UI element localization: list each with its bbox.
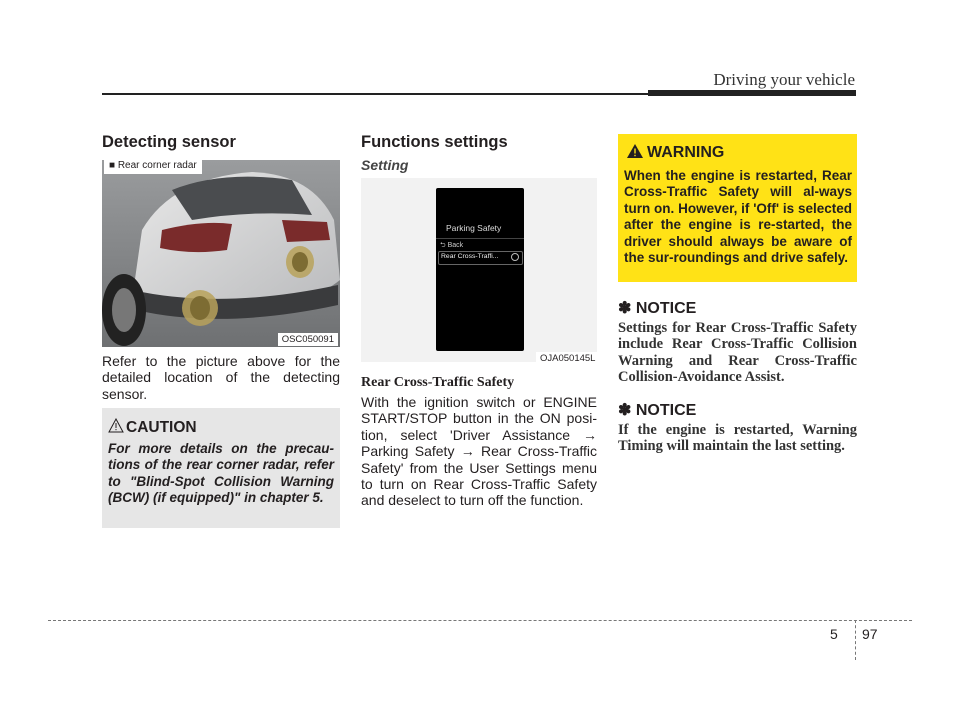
detecting-sensor-text: Refer to the picture above for the detailed location of the detecting sensor.	[102, 353, 340, 402]
notice-heading-1: ✽ NOTICE	[618, 300, 697, 317]
screen-title: Parking Safety	[446, 223, 502, 233]
caution-heading: CAUTION	[126, 419, 197, 436]
warning-triangle-icon	[626, 143, 644, 164]
back-arrow-icon: ⮌	[440, 242, 446, 249]
toggle-icon	[511, 253, 519, 261]
running-header: Driving your vehicle	[713, 70, 855, 89]
chapter-number: 5	[830, 626, 838, 642]
infotainment-screen	[436, 188, 524, 351]
notice-heading-2: ✽ NOTICE	[618, 402, 697, 419]
notice-text-1: Settings for Rear Cross-Traffic Safety include Rear Cross-Traffic Collision Warning and Rear Cross-Traffic Collision-Avoidance Assist.	[618, 320, 857, 386]
warning-text: When the engine is restarted, Rear Cross-Traffic Safety will al-ways turn on. However, if 'Off' is selected after the engine is re-started, the driver should always be aware of the sur-roundings and drive safely.	[624, 168, 852, 266]
screen-menu-item: Rear Cross-Traffi...	[441, 253, 499, 260]
rear-corner-radar-illustration	[102, 160, 340, 347]
screen-back-label: Back	[447, 242, 464, 249]
figure-code-2: OJA050145L	[536, 352, 599, 365]
footer-divider	[855, 620, 856, 660]
rcts-subheading: Rear Cross-Traffic Safety	[361, 375, 515, 390]
figure-caption-tag: ■ Rear corner radar	[104, 158, 202, 174]
detecting-sensor-heading: Detecting sensor	[102, 133, 236, 151]
figure-code: OSC050091	[278, 333, 338, 346]
warning-heading: WARNING	[647, 144, 725, 161]
functions-text: With the ignition switch or ENGINE START/STOP button in the ON posi-tion, select 'Driver Assistance → Parking Safety → Rear Cross-Traffic Safety' from the User Settings menu to turn on Rear Cross-Traffic Safety and deselect to turn off the function.	[361, 394, 597, 509]
header-accent-bar	[648, 90, 856, 96]
notice-text-2: If the engine is restarted, Warning Timing will maintain the last setting.	[618, 422, 857, 455]
caution-triangle-icon	[108, 418, 124, 438]
footer-rule	[48, 620, 912, 621]
caution-text: For more details on the precau-tions of the rear corner radar, refer to "Blind-Spot Collision Warning (BCW) (if equipped)" in chapter 5.	[108, 441, 334, 506]
screen-divider	[436, 238, 524, 239]
page-number: 97	[862, 626, 878, 642]
functions-settings-heading: Functions settings	[361, 133, 508, 151]
setting-subheading: Setting	[361, 157, 409, 173]
